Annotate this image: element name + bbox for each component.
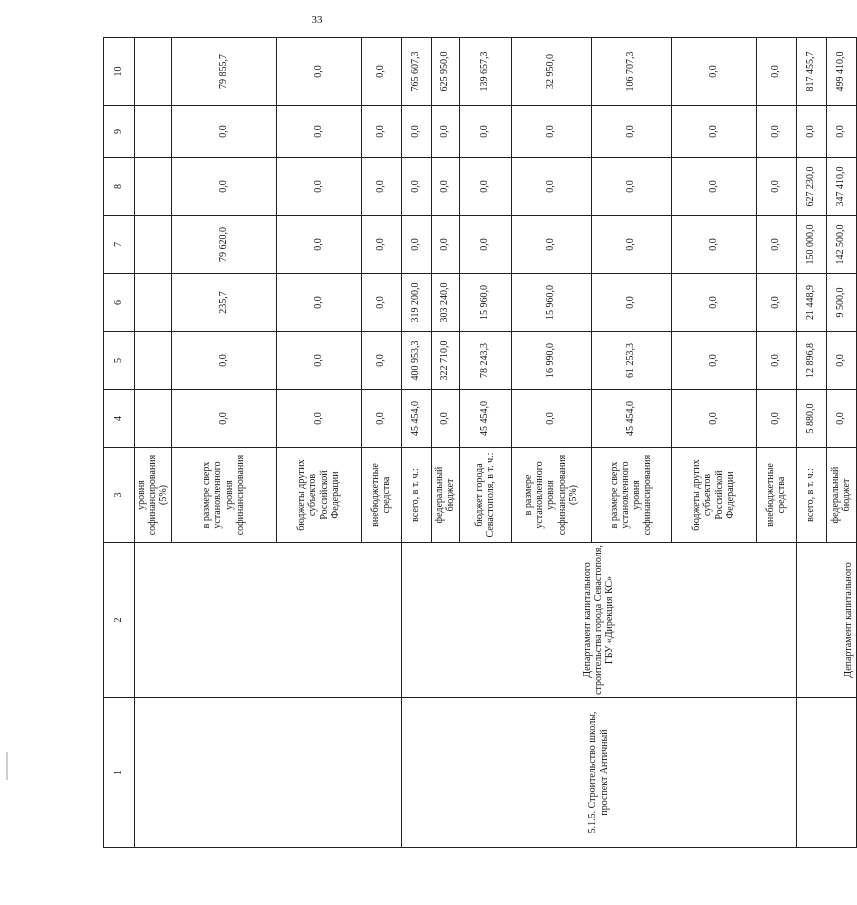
- value-cell: 400 953,3: [401, 332, 431, 390]
- value-cell: 0,0: [671, 390, 756, 448]
- funding-source-cell: всего, в т. ч.:: [401, 448, 431, 543]
- value-cell: 0,0: [171, 106, 276, 158]
- value-cell: 0,0: [756, 332, 796, 390]
- table-row: [796, 38, 826, 848]
- value-cell: 0,0: [361, 332, 401, 390]
- value-cell: 0,0: [671, 158, 756, 216]
- page-number: 33: [311, 14, 323, 26]
- rotated-table-wrapper: [103, 38, 855, 848]
- funding-source-cell: в размере установленного уровня софинансирования (5%): [511, 448, 591, 543]
- table-row: [135, 38, 172, 848]
- value-cell: 0,0: [511, 106, 591, 158]
- header-cell: 2: [104, 543, 135, 698]
- value-cell: 0,0: [591, 106, 671, 158]
- header-cell: 9: [104, 106, 135, 158]
- value-cell: 322 710,0: [431, 332, 459, 390]
- value-cell: [135, 274, 172, 332]
- value-cell: 15 960,0: [459, 274, 511, 332]
- value-cell: 79 620,0: [171, 216, 276, 274]
- value-cell: 16 990,0: [511, 332, 591, 390]
- value-cell: 0,0: [459, 216, 511, 274]
- value-cell: 0,0: [591, 158, 671, 216]
- value-cell: 45 454,0: [459, 390, 511, 448]
- value-cell: 0,0: [431, 216, 459, 274]
- value-cell: 0,0: [361, 390, 401, 448]
- value-cell: 0,0: [401, 158, 431, 216]
- value-cell: 0,0: [756, 158, 796, 216]
- value-cell: [135, 332, 172, 390]
- value-cell: 21 448,9: [796, 274, 826, 332]
- value-cell: 0,0: [171, 332, 276, 390]
- value-cell: 0,0: [276, 216, 361, 274]
- value-cell: 0,0: [431, 106, 459, 158]
- value-cell: 347 410,0: [826, 158, 856, 216]
- funding-source-cell: в размере сверх установленного уровня софинансирования: [591, 448, 671, 543]
- value-cell: 0,0: [671, 38, 756, 106]
- budget-table: [103, 37, 857, 848]
- value-cell: 9 500,0: [826, 274, 856, 332]
- value-cell: 0,0: [276, 274, 361, 332]
- value-cell: 0,0: [511, 216, 591, 274]
- value-cell: 5 880,0: [796, 390, 826, 448]
- funding-source-cell: всего, в т. ч.:: [796, 448, 826, 543]
- header-cell: 7: [104, 216, 135, 274]
- value-cell: 0,0: [826, 106, 856, 158]
- funding-source-cell: бюджет города Севастополя, в т. ч.:: [459, 448, 511, 543]
- funding-source-cell: федеральный бюджет: [431, 448, 459, 543]
- value-cell: 0,0: [826, 390, 856, 448]
- header-cell: 10: [104, 38, 135, 106]
- value-cell: 45 454,0: [591, 390, 671, 448]
- funding-source-cell: внебюджетные средства: [361, 448, 401, 543]
- funding-source-cell: бюджеты других субъектов Российской Федерации: [276, 448, 361, 543]
- value-cell: 0,0: [171, 390, 276, 448]
- value-cell: 0,0: [361, 106, 401, 158]
- value-cell: 15 960,0: [511, 274, 591, 332]
- executor-cell: Департамент капитального: [796, 543, 856, 698]
- value-cell: 150 000,0: [796, 216, 826, 274]
- value-cell: 0,0: [459, 106, 511, 158]
- value-cell: 0,0: [361, 216, 401, 274]
- executor-cell: [135, 543, 402, 698]
- object-name-cell: 5.1.5. Строительство школы, проспект Античный: [401, 698, 796, 848]
- value-cell: 142 500,0: [826, 216, 856, 274]
- value-cell: 627 230,0: [796, 158, 826, 216]
- table-body: [104, 38, 857, 848]
- value-cell: [135, 38, 172, 106]
- value-cell: 0,0: [459, 158, 511, 216]
- value-cell: 235,7: [171, 274, 276, 332]
- value-cell: 0,0: [276, 332, 361, 390]
- funding-source-cell: внебюджетные средства: [756, 448, 796, 543]
- value-cell: 0,0: [276, 38, 361, 106]
- value-cell: 0,0: [361, 38, 401, 106]
- value-cell: 0,0: [401, 106, 431, 158]
- header-cell: 4: [104, 390, 135, 448]
- header-cell: 1: [104, 698, 135, 848]
- funding-source-cell: федеральный бюджет: [826, 448, 856, 543]
- table-header-row: [104, 38, 135, 848]
- value-cell: 817 455,7: [796, 38, 826, 106]
- funding-source-cell: в размере сверх установленного уровня софинансирования: [171, 448, 276, 543]
- executor-cell: Департамент капитального строительства города Севастополя, ГБУ «Дирекция КС»: [401, 543, 796, 698]
- header-cell: 5: [104, 332, 135, 390]
- value-cell: 61 253,3: [591, 332, 671, 390]
- value-cell: 0,0: [756, 274, 796, 332]
- value-cell: 0,0: [276, 106, 361, 158]
- value-cell: 0,0: [756, 38, 796, 106]
- value-cell: 0,0: [171, 158, 276, 216]
- header-cell: 8: [104, 158, 135, 216]
- value-cell: 0,0: [756, 106, 796, 158]
- value-cell: 765 607,3: [401, 38, 431, 106]
- value-cell: 625 950,0: [431, 38, 459, 106]
- value-cell: 0,0: [591, 274, 671, 332]
- header-cell: 6: [104, 274, 135, 332]
- value-cell: 12 896,8: [796, 332, 826, 390]
- funding-source-cell: бюджеты других субъектов Российской Федерации: [671, 448, 756, 543]
- value-cell: 0,0: [431, 390, 459, 448]
- value-cell: 0,0: [826, 332, 856, 390]
- table-row: [401, 38, 431, 848]
- header-cell: 3: [104, 448, 135, 543]
- value-cell: 0,0: [796, 106, 826, 158]
- value-cell: 0,0: [671, 332, 756, 390]
- value-cell: 0,0: [671, 216, 756, 274]
- value-cell: 0,0: [401, 216, 431, 274]
- value-cell: [135, 106, 172, 158]
- value-cell: 106 707,3: [591, 38, 671, 106]
- value-cell: 45 454,0: [401, 390, 431, 448]
- value-cell: 78 243,3: [459, 332, 511, 390]
- value-cell: 0,0: [671, 274, 756, 332]
- value-cell: 0,0: [361, 158, 401, 216]
- value-cell: 0,0: [671, 106, 756, 158]
- value-cell: [135, 390, 172, 448]
- value-cell: 303 240,0: [431, 274, 459, 332]
- margin-mark: [6, 752, 8, 780]
- value-cell: 79 855,7: [171, 38, 276, 106]
- value-cell: 319 200,0: [401, 274, 431, 332]
- value-cell: 0,0: [756, 216, 796, 274]
- value-cell: 0,0: [511, 158, 591, 216]
- value-cell: [135, 216, 172, 274]
- value-cell: 0,0: [276, 390, 361, 448]
- value-cell: 0,0: [756, 390, 796, 448]
- funding-source-cell: уровня софинансирования (5%): [135, 448, 172, 543]
- value-cell: 499 410,0: [826, 38, 856, 106]
- value-cell: 0,0: [361, 274, 401, 332]
- value-cell: 0,0: [511, 390, 591, 448]
- object-name-cell: [135, 698, 402, 848]
- value-cell: 139 657,3: [459, 38, 511, 106]
- value-cell: [135, 158, 172, 216]
- value-cell: 32 950,0: [511, 38, 591, 106]
- value-cell: 0,0: [591, 216, 671, 274]
- value-cell: 0,0: [431, 158, 459, 216]
- object-name-cell: [796, 698, 856, 848]
- value-cell: 0,0: [276, 158, 361, 216]
